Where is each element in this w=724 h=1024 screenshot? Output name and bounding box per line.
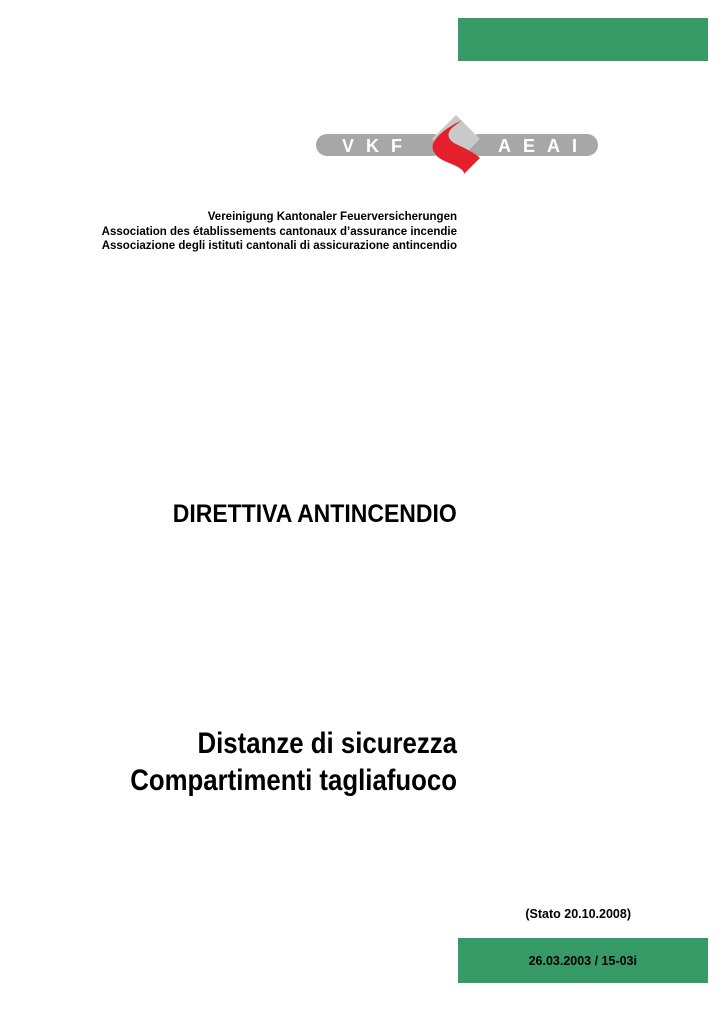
organization-name-de: Vereinigung Kantonaler Feuerversicherungen bbox=[207, 211, 457, 223]
status-date: (Stato 20.10.2008) bbox=[525, 907, 631, 921]
bottom-accent-bar bbox=[458, 938, 708, 983]
document-code: 26.03.2003 / 15-03i bbox=[528, 953, 637, 968]
document-title-line2: Compartimenti tagliafuoco bbox=[130, 764, 457, 797]
logo-text-right: AEAI bbox=[498, 136, 590, 156]
document-title-line1: Distanze di sicurezza bbox=[197, 727, 457, 760]
directive-label: DIRETTIVA ANTINCENDIO bbox=[172, 500, 457, 528]
document-title bbox=[130, 725, 457, 799]
top-accent-bar bbox=[458, 18, 708, 61]
organization-name-fr: Association des établissements cantonaux d’assurance incendie bbox=[101, 225, 457, 238]
logo-text-left: VKF bbox=[342, 136, 414, 156]
vkf-aeai-logo bbox=[316, 114, 598, 176]
organization-names bbox=[102, 210, 457, 254]
organization-name-it: Associazione degli istituti cantonali di assicurazione antincendio bbox=[101, 240, 457, 252]
